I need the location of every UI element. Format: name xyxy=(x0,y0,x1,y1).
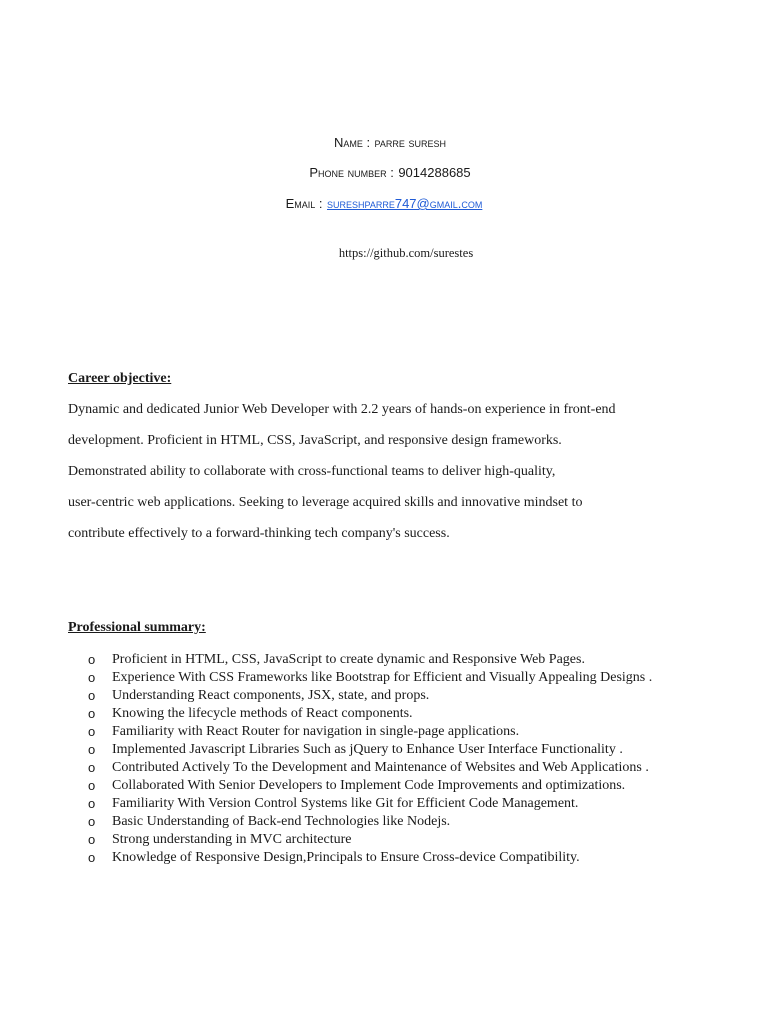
list-item-text: Familiarity With Version Control Systems like Git for Efficient Code Management. xyxy=(112,796,579,811)
bullet-icon: o xyxy=(88,796,96,811)
name-label: Name : xyxy=(333,135,371,150)
bullet-icon: o xyxy=(88,670,96,685)
name-line xyxy=(6,134,768,152)
name-value: parre suresh xyxy=(374,135,447,150)
bullet-icon: o xyxy=(88,688,96,703)
list-item xyxy=(0,795,699,813)
email-link[interactable]: sureshparre747@gmail.com xyxy=(327,196,483,211)
list-item-text: Implemented Javascript Libraries Such as jQuery to Enhance User Interface Functionality . xyxy=(112,742,623,757)
email-label: Email : xyxy=(285,196,323,211)
list-item-text: Contributed Actively To the Development and Maintenance of Websites and Web Applications . xyxy=(112,760,649,775)
list-item-text: Collaborated With Senior Developers to Implement Code Improvements and optimizations. xyxy=(112,778,626,793)
career-objective-line: Demonstrated ability to collaborate with cross-functional teams to deliver high-quality, xyxy=(68,464,556,479)
bullet-icon: o xyxy=(88,724,96,739)
list-item xyxy=(0,849,699,867)
career-objective-line: user-centric web applications. Seeking to leverage acquired skills and innovative mindset to xyxy=(68,495,583,510)
list-item xyxy=(0,777,699,795)
list-item-text: Knowledge of Responsive Design,Principals to Ensure Cross-device Compatibility. xyxy=(112,850,580,865)
bullet-icon: o xyxy=(88,742,96,757)
phone-value: 9014288685 xyxy=(398,165,471,180)
bullet-icon: o xyxy=(88,760,96,775)
github-link[interactable]: https://github.com/surestes xyxy=(338,246,474,260)
career-objective-line: contribute effectively to a forward-thinking tech company's success. xyxy=(68,526,450,541)
list-item-text: Strong understanding in MVC architecture xyxy=(112,832,352,847)
list-item-text: Understanding React components, JSX, state, and props. xyxy=(112,688,430,703)
list-item xyxy=(0,651,699,669)
list-item xyxy=(0,705,699,723)
email-line xyxy=(0,195,768,213)
list-item xyxy=(0,723,699,741)
bullet-icon: o xyxy=(88,778,96,793)
career-objective-line: Dynamic and dedicated Junior Web Developer with 2.2 years of hands-on experience in front-end xyxy=(68,402,616,417)
list-item-text: Knowing the lifecycle methods of React components. xyxy=(112,706,413,721)
bullet-icon: o xyxy=(88,850,96,865)
list-item xyxy=(0,813,699,831)
list-item-text: Proficient in HTML, CSS, JavaScript to create dynamic and Responsive Web Pages. xyxy=(112,652,585,667)
career-objective-heading: Career objective: xyxy=(68,371,172,386)
bullet-icon: o xyxy=(88,706,96,721)
phone-line xyxy=(6,164,768,182)
list-item-text: Experience With CSS Frameworks like Bootstrap for Efficient and Visually Appealing Designs . xyxy=(112,670,653,685)
professional-summary-list xyxy=(0,651,768,867)
list-item xyxy=(0,741,699,759)
list-item xyxy=(0,669,699,687)
professional-summary-heading: Professional summary: xyxy=(68,620,206,635)
list-item xyxy=(0,687,699,705)
list-item xyxy=(0,759,699,777)
phone-label: Phone number : xyxy=(309,165,394,180)
list-item-text: Basic Understanding of Back-end Technologies like Nodejs. xyxy=(112,814,451,829)
bullet-icon: o xyxy=(88,814,96,829)
bullet-icon: o xyxy=(88,652,96,667)
career-objective-line: development. Proficient in HTML, CSS, JavaScript, and responsive design frameworks. xyxy=(68,433,562,448)
list-item-text: Familiarity with React Router for navigation in single-page applications. xyxy=(112,724,520,739)
list-item xyxy=(0,831,699,849)
bullet-icon: o xyxy=(88,832,96,847)
